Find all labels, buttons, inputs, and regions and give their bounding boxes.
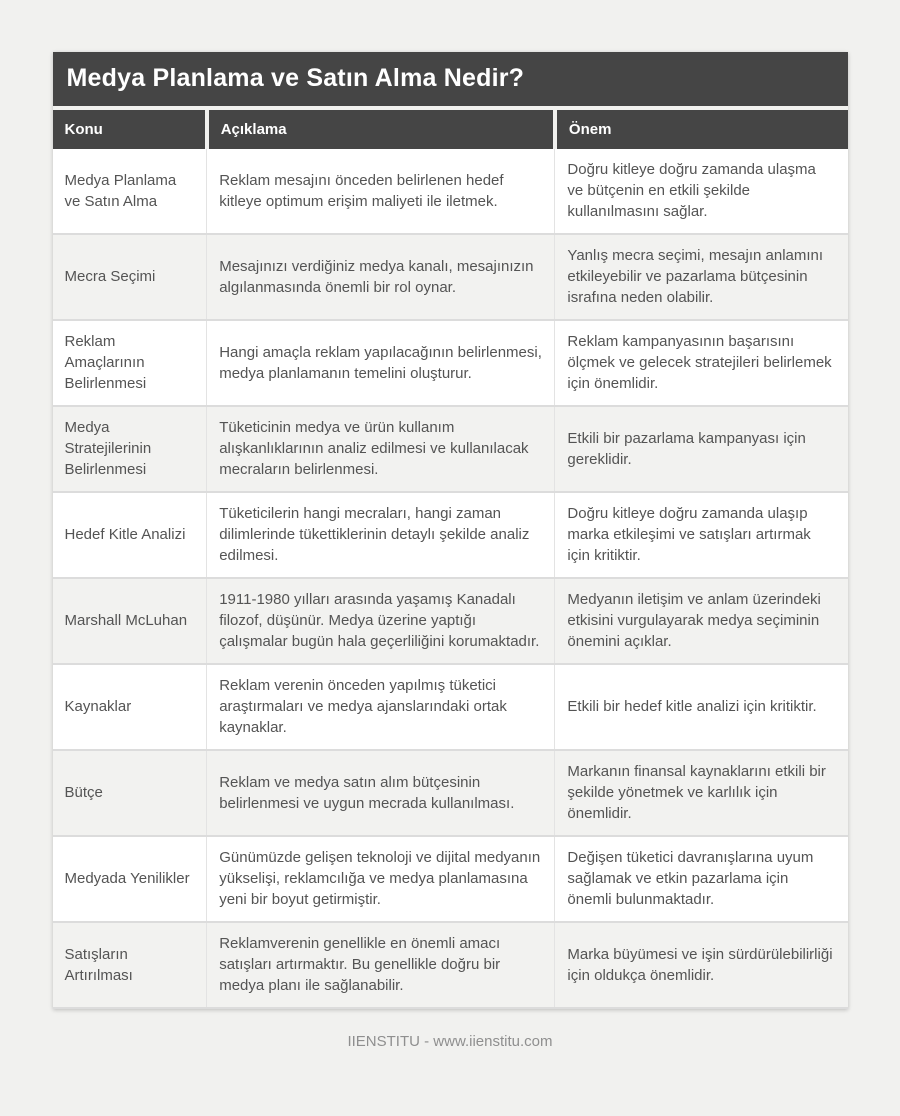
column-header-konu: Konu xyxy=(53,108,207,149)
table-cell-konu: Satışların Artırılması xyxy=(53,922,207,1008)
table-cell-aciklama: Reklamverenin genellikle en önemli amacı satışları artırmaktır. Bu genellikle doğru bir medya planı ile sağlanabilir. xyxy=(207,922,555,1008)
table-row xyxy=(53,578,848,664)
table-cell-onem: Doğru kitleye doğru zamanda ulaşma ve bütçenin en etkili şekilde kullanılmasını sağlar. xyxy=(555,149,848,234)
table-cell-onem: Markanın finansal kaynaklarını etkili bir şekilde yönetmek ve karlılık için önemlidir. xyxy=(555,750,848,836)
table-cell-onem: Medyanın iletişim ve anlam üzerindeki etkisini vurgulayarak medya seçiminin önemini açıklar. xyxy=(555,578,848,664)
media-planning-card xyxy=(53,52,848,1009)
table-row xyxy=(53,750,848,836)
table-row xyxy=(53,922,848,1008)
media-planning-table xyxy=(53,106,848,1009)
table-row xyxy=(53,406,848,492)
table-cell-onem: Etkili bir pazarlama kampanyası için gereklidir. xyxy=(555,406,848,492)
table-cell-onem: Yanlış mecra seçimi, mesajın anlamını etkileyebilir ve pazarlama bütçesinin israfına neden olabilir. xyxy=(555,234,848,320)
table-row xyxy=(53,836,848,922)
table-cell-konu: Medya Planlama ve Satın Alma xyxy=(53,149,207,234)
table-cell-konu: Medya Stratejilerinin Belirlenmesi xyxy=(53,406,207,492)
table-cell-aciklama: Günümüzde gelişen teknoloji ve dijital medyanın yükselişi, reklamcılığa ve medya planlamasına yeni bir boyut getirmiştir. xyxy=(207,836,555,922)
table-cell-konu: Hedef Kitle Analizi xyxy=(53,492,207,578)
table-cell-aciklama: Mesajınızı verdiğiniz medya kanalı, mesajınızın algılanmasında önemli bir rol oynar. xyxy=(207,234,555,320)
page-title: Medya Planlama ve Satın Alma Nedir? xyxy=(53,52,848,106)
table-cell-aciklama: 1911-1980 yılları arasında yaşamış Kanadalı filozof, düşünür. Medya üzerine yaptığı çalışmalar bugün hala geçerliliğini korumaktadır. xyxy=(207,578,555,664)
table-cell-onem: Reklam kampanyasının başarısını ölçmek ve gelecek stratejileri belirlemek için önemlidir. xyxy=(555,320,848,406)
table-row xyxy=(53,664,848,750)
table-cell-aciklama: Reklam ve medya satın alım bütçesinin belirlenmesi ve uygun mecrada kullanılması. xyxy=(207,750,555,836)
table-cell-aciklama: Reklam mesajını önceden belirlenen hedef kitleye optimum erişim maliyeti ile iletmek. xyxy=(207,149,555,234)
table-row xyxy=(53,320,848,406)
table-cell-konu: Kaynaklar xyxy=(53,664,207,750)
column-header-aciklama: Açıklama xyxy=(207,108,555,149)
table-header-row xyxy=(53,108,848,149)
table-cell-onem: Doğru kitleye doğru zamanda ulaşıp marka etkileşimi ve satışları artırmak için kritiktir. xyxy=(555,492,848,578)
table-cell-onem: Değişen tüketici davranışlarına uyum sağlamak ve etkin pazarlama için önemli bulunmaktadır. xyxy=(555,836,848,922)
table-cell-aciklama: Reklam verenin önceden yapılmış tüketici araştırmaları ve medya ajanslarındaki ortak kaynaklar. xyxy=(207,664,555,750)
table-row xyxy=(53,234,848,320)
page xyxy=(0,52,900,1116)
column-header-onem: Önem xyxy=(555,108,848,149)
table-cell-aciklama: Hangi amaçla reklam yapılacağının belirlenmesi, medya planlamanın temelini oluşturur. xyxy=(207,320,555,406)
table-cell-onem: Marka büyümesi ve işin sürdürülebilirliği için oldukça önemlidir. xyxy=(555,922,848,1008)
table-cell-konu: Mecra Seçimi xyxy=(53,234,207,320)
table-cell-aciklama: Tüketicilerin hangi mecraları, hangi zaman dilimlerinde tükettiklerinin detaylı şekilde analiz edilmesi. xyxy=(207,492,555,578)
table-cell-onem: Etkili bir hedef kitle analizi için kritiktir. xyxy=(555,664,848,750)
footer-text: IIENSTITU - www.iienstitu.com xyxy=(347,1033,553,1050)
table-cell-konu: Reklam Amaçlarının Belirlenmesi xyxy=(53,320,207,406)
table-row xyxy=(53,149,848,234)
table-cell-konu: Marshall McLuhan xyxy=(53,578,207,664)
table-cell-konu: Medyada Yenilikler xyxy=(53,836,207,922)
table-row xyxy=(53,492,848,578)
table-body xyxy=(53,149,848,1008)
table-cell-aciklama: Tüketicinin medya ve ürün kullanım alışkanlıklarının analiz edilmesi ve kullanılacak mecraların belirlenmesi. xyxy=(207,406,555,492)
table-cell-konu: Bütçe xyxy=(53,750,207,836)
